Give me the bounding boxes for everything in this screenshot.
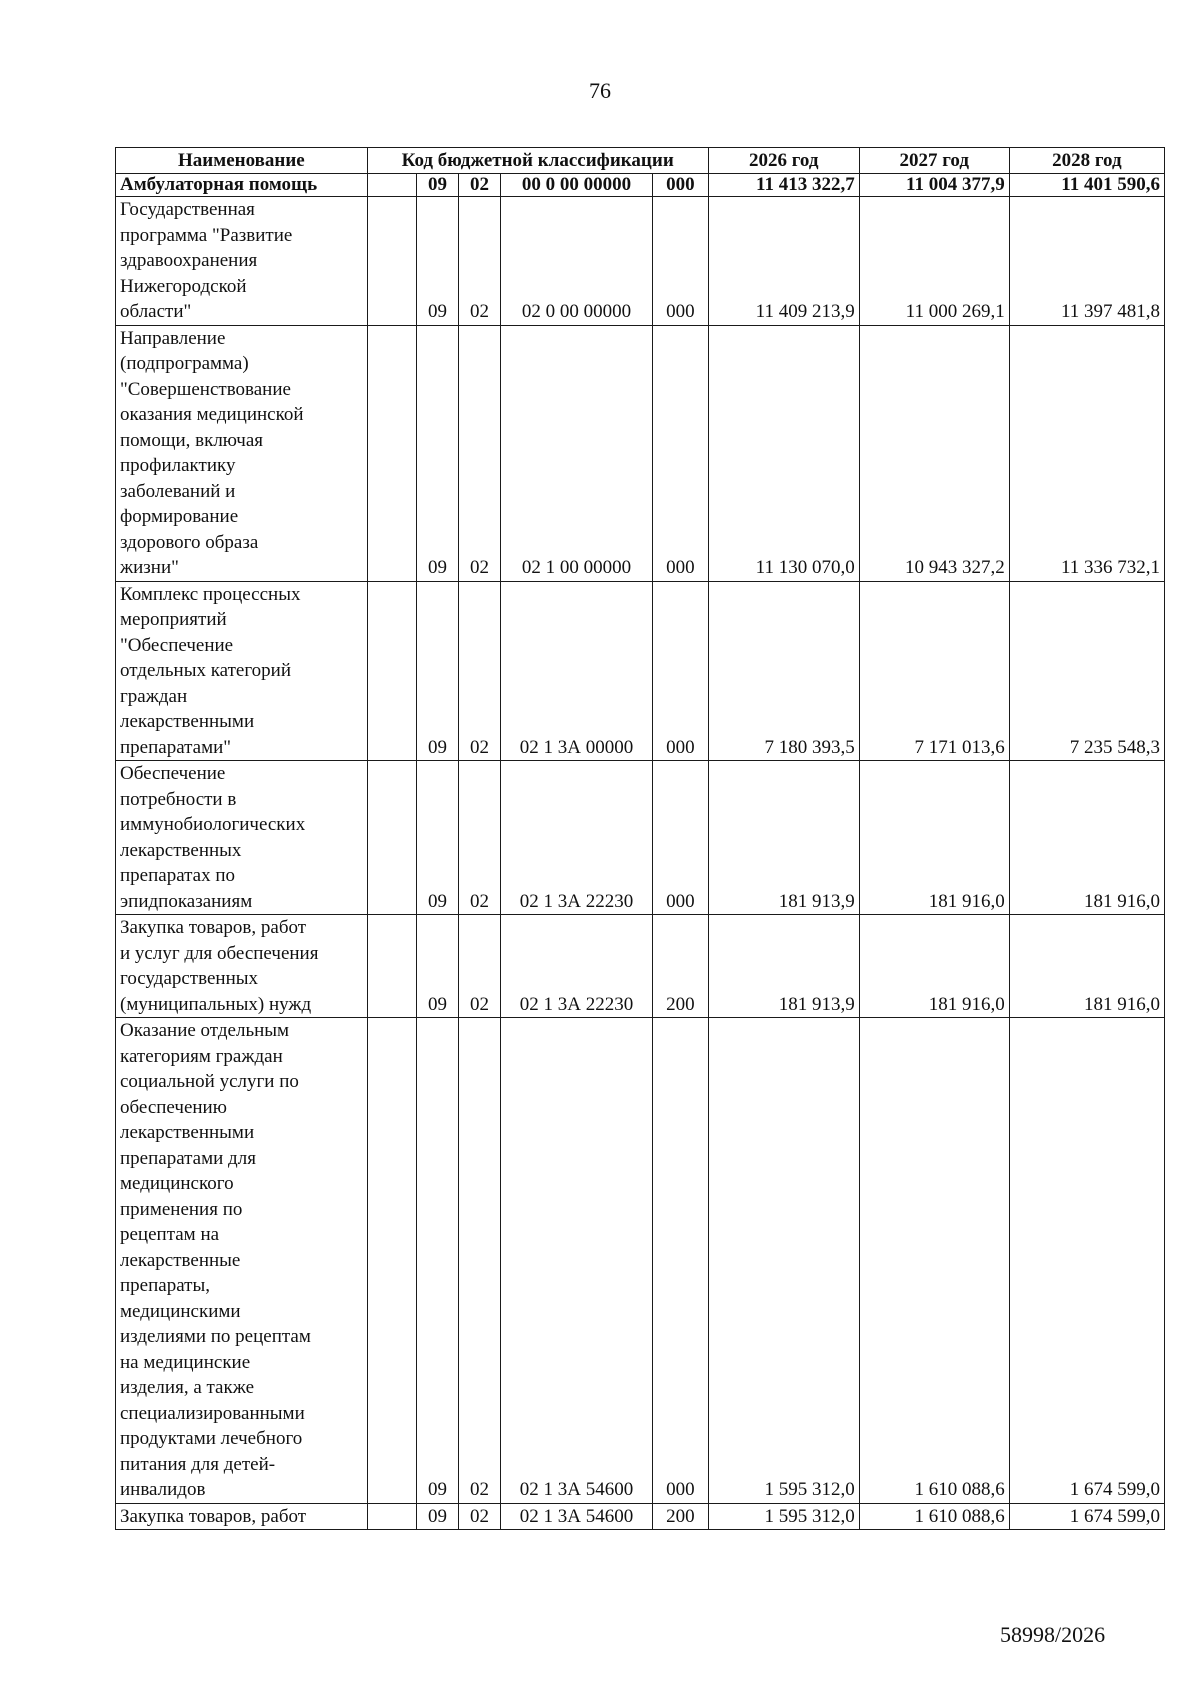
row-expense-type: 000 (653, 197, 709, 326)
row-name: Государственная программа "Развитие здравоохранения Нижегородской области" (116, 197, 368, 326)
row-expense-type: 000 (653, 761, 709, 915)
row-value-2027: 7 171 013,6 (859, 581, 1009, 761)
header-2027: 2027 год (859, 148, 1009, 174)
row-value-2027: 10 943 327,2 (859, 325, 1009, 581)
row-rz (367, 325, 416, 581)
row-name: Амбулаторная помощь (116, 174, 368, 197)
row-name: Обеспечение потребности в иммунобиологических лекарственных препаратах по эпидпоказаниям (116, 761, 368, 915)
row-target-article: 00 0 00 00000 (500, 174, 652, 197)
row-rz (367, 1018, 416, 1504)
row-value-2028: 181 916,0 (1009, 915, 1164, 1018)
row-value-2028: 11 336 732,1 (1009, 325, 1164, 581)
row-section: 09 (417, 915, 459, 1018)
row-section: 09 (417, 1018, 459, 1504)
row-value-2026: 181 913,9 (708, 915, 859, 1018)
row-subsection: 02 (458, 1503, 500, 1530)
table-header-row (116, 148, 1165, 174)
row-name: Направление (подпрограмма) "Совершенствование оказания медицинской помощи, включая профилактику заболеваний и формирование здорового образа жизни" (116, 325, 368, 581)
header-name: Наименование (116, 148, 368, 174)
row-name: Закупка товаров, работ и услуг для обеспечения государственных (муниципальных) нужд (116, 915, 368, 1018)
row-value-2027: 181 916,0 (859, 915, 1009, 1018)
row-value-2027: 11 000 269,1 (859, 197, 1009, 326)
header-2028: 2028 год (1009, 148, 1164, 174)
row-value-2028: 7 235 548,3 (1009, 581, 1164, 761)
row-value-2027: 1 610 088,6 (859, 1503, 1009, 1530)
table-row (116, 915, 1165, 1018)
row-name: Оказание отдельным категориям граждан социальной услуги по обеспечению лекарственными препаратами для медицинского применения по рецептам на лекарственные препараты, медицинскими изделиями по рецептам на медицинские изделия, а также специализированными продуктами лечебного питания для детей- инвалидов (116, 1018, 368, 1504)
row-target-article: 02 1 3А 54600 (500, 1018, 652, 1504)
row-rz (367, 174, 416, 197)
row-value-2027: 11 004 377,9 (859, 174, 1009, 197)
row-rz (367, 581, 416, 761)
row-rz (367, 915, 416, 1018)
row-value-2028: 1 674 599,0 (1009, 1018, 1164, 1504)
row-value-2028: 11 397 481,8 (1009, 197, 1164, 326)
row-value-2028: 181 916,0 (1009, 761, 1164, 915)
row-target-article: 02 1 3А 00000 (500, 581, 652, 761)
table-row (116, 761, 1165, 915)
row-rz (367, 1503, 416, 1530)
row-rz (367, 197, 416, 326)
row-section: 09 (417, 174, 459, 197)
row-value-2028: 1 674 599,0 (1009, 1503, 1164, 1530)
page-number: 76 (589, 78, 611, 103)
document-number: 58998/2026 (1000, 1622, 1106, 1647)
row-section: 09 (417, 325, 459, 581)
row-target-article: 02 1 3А 22230 (500, 915, 652, 1018)
row-expense-type: 200 (653, 1503, 709, 1530)
row-value-2027: 1 610 088,6 (859, 1018, 1009, 1504)
row-target-article: 02 1 3А 22230 (500, 761, 652, 915)
row-subsection: 02 (458, 325, 500, 581)
row-expense-type: 000 (653, 174, 709, 197)
row-name: Комплекс процессных мероприятий "Обеспечение отдельных категорий граждан лекарственными препаратами" (116, 581, 368, 761)
row-expense-type: 000 (653, 1018, 709, 1504)
table-row (116, 197, 1165, 326)
row-section: 09 (417, 197, 459, 326)
row-target-article: 02 1 00 00000 (500, 325, 652, 581)
row-expense-type: 200 (653, 915, 709, 1018)
row-target-article: 02 1 3А 54600 (500, 1503, 652, 1530)
row-value-2026: 11 413 322,7 (708, 174, 859, 197)
table-row (116, 1018, 1165, 1504)
row-name: Закупка товаров, работ (116, 1503, 368, 1530)
row-subsection: 02 (458, 1018, 500, 1504)
row-value-2026: 1 595 312,0 (708, 1503, 859, 1530)
table-row (116, 581, 1165, 761)
table-row-total (116, 174, 1165, 197)
row-target-article: 02 0 00 00000 (500, 197, 652, 326)
row-subsection: 02 (458, 197, 500, 326)
row-subsection: 02 (458, 581, 500, 761)
row-expense-type: 000 (653, 325, 709, 581)
table-row (116, 325, 1165, 581)
row-subsection: 02 (458, 174, 500, 197)
row-subsection: 02 (458, 761, 500, 915)
row-value-2026: 181 913,9 (708, 761, 859, 915)
row-section: 09 (417, 581, 459, 761)
row-value-2026: 1 595 312,0 (708, 1018, 859, 1504)
row-rz (367, 761, 416, 915)
table-row (116, 1503, 1165, 1530)
row-section: 09 (417, 1503, 459, 1530)
row-subsection: 02 (458, 915, 500, 1018)
row-expense-type: 000 (653, 581, 709, 761)
budget-table (115, 147, 1165, 1530)
row-value-2026: 11 130 070,0 (708, 325, 859, 581)
header-code: Код бюджетной классификации (367, 148, 708, 174)
row-value-2026: 7 180 393,5 (708, 581, 859, 761)
row-value-2027: 181 916,0 (859, 761, 1009, 915)
header-2026: 2026 год (708, 148, 859, 174)
row-section: 09 (417, 761, 459, 915)
row-value-2028: 11 401 590,6 (1009, 174, 1164, 197)
row-value-2026: 11 409 213,9 (708, 197, 859, 326)
